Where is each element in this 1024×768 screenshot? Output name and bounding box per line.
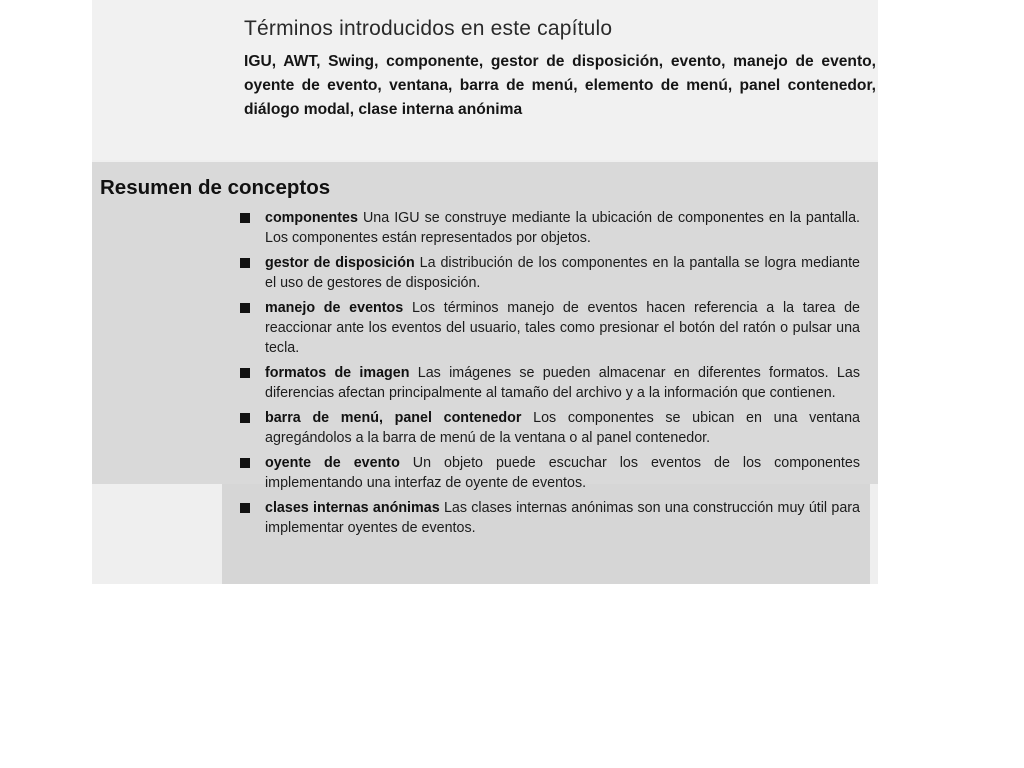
concept-description: Una IGU se construye mediante la ubicación de componentes en la pantalla. Los componentes están representados por objetos.: [265, 210, 860, 246]
concept-description: La distribución de los componentes en la pantalla se logra mediante el uso de gestores de disposición.: [265, 255, 860, 291]
terms-heading: Términos introducidos en este capítulo: [244, 17, 613, 40]
square-bullet-icon: [240, 458, 250, 468]
concept-term: formatos de imagen: [265, 365, 410, 381]
concept-description: Un objeto puede escuchar los eventos de los componentes implementando una interfaz de oyente de eventos.: [265, 455, 860, 491]
concept-description: Los componentes se ubican en una ventana agregándolos a la barra de menú de la ventana o al panel contenedor.: [265, 410, 860, 446]
concept-item: [240, 363, 860, 403]
concept-list: [240, 208, 860, 543]
square-bullet-icon: [240, 303, 250, 313]
concept-item: [240, 408, 860, 448]
concept-term: gestor de disposición: [265, 255, 415, 271]
concept-item: [240, 298, 860, 358]
square-bullet-icon: [240, 258, 250, 268]
concept-term: clases internas anónimas: [265, 500, 440, 516]
square-bullet-icon: [240, 368, 250, 378]
square-bullet-icon: [240, 213, 250, 223]
terms-list: IGU, AWT, Swing, componente, gestor de disposición, evento, manejo de evento, oyente de evento, ventana, barra de menú, elemento de menú, panel contenedor, diálogo modal, clase interna anónima: [244, 53, 876, 118]
summary-heading: Resumen de conceptos: [100, 176, 331, 199]
concept-term: componentes: [265, 210, 358, 226]
concept-term: barra de menú, panel contenedor: [265, 410, 522, 426]
square-bullet-icon: [240, 413, 250, 423]
concept-term: manejo de eventos: [265, 300, 404, 316]
concept-item: [240, 498, 860, 538]
square-bullet-icon: [240, 503, 250, 513]
concept-item: [240, 453, 860, 493]
concept-term: oyente de evento: [265, 455, 400, 471]
concept-description: Los términos manejo de eventos hacen referencia a la tarea de reaccionar ante los eventos del usuario, tales como presionar el botón del ratón o pulsar una tecla.: [265, 300, 860, 356]
concept-description: Las imágenes se pueden almacenar en diferentes formatos. Las diferencias afectan principalmente al tamaño del archivo y a la información que contienen.: [265, 365, 860, 401]
concept-item: [240, 253, 860, 293]
concept-item: [240, 208, 860, 248]
concept-description: Las clases internas anónimas son una construcción muy útil para implementar oyentes de eventos.: [265, 500, 860, 536]
